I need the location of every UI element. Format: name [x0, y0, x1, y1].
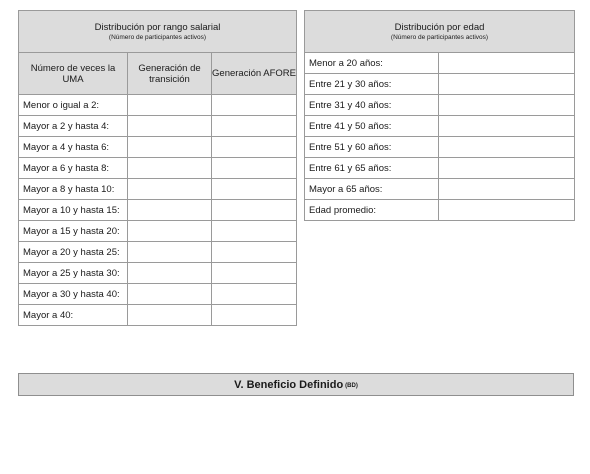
- age-row: [305, 137, 575, 158]
- salary-row: [19, 242, 297, 263]
- afore-value-cell[interactable]: [212, 137, 297, 158]
- afore-value-cell[interactable]: [212, 179, 297, 200]
- afore-value-cell[interactable]: [212, 263, 297, 284]
- salary-distribution-table: [18, 10, 297, 326]
- salary-row-label: Menor o igual a 2:: [19, 95, 128, 116]
- salary-row: [19, 284, 297, 305]
- age-row-label: Entre 31 y 40 años:: [305, 95, 439, 116]
- age-row-label: Entre 41 y 50 años:: [305, 116, 439, 137]
- age-row: [305, 116, 575, 137]
- age-row-label: Menor a 20 años:: [305, 53, 439, 74]
- transicion-value-cell[interactable]: [128, 200, 212, 221]
- age-row-label: Edad promedio:: [305, 200, 439, 221]
- transicion-value-cell[interactable]: [128, 179, 212, 200]
- salary-row-label: Mayor a 4 y hasta 6:: [19, 137, 128, 158]
- salary-table-title: Distribución por rango salarial: [94, 22, 221, 33]
- salary-table-subtitle: (Número de participantes activos): [108, 34, 207, 41]
- afore-value-cell[interactable]: [212, 242, 297, 263]
- transicion-value-cell[interactable]: [128, 158, 212, 179]
- afore-value-cell[interactable]: [212, 200, 297, 221]
- section-banner-beneficio-definido: [18, 373, 574, 396]
- salary-row-label: Mayor a 10 y hasta 15:: [19, 200, 128, 221]
- salary-row-label: Mayor a 20 y hasta 25:: [19, 242, 128, 263]
- salary-row: [19, 116, 297, 137]
- column-header-uma: Número de veces la UMA: [19, 53, 128, 95]
- salary-row: [19, 95, 297, 116]
- age-row: [305, 158, 575, 179]
- age-distribution-table: [304, 10, 575, 221]
- age-row: [305, 200, 575, 221]
- age-row: [305, 95, 575, 116]
- age-row-label: Mayor a 65 años:: [305, 179, 439, 200]
- salary-row-label: Mayor a 15 y hasta 20:: [19, 221, 128, 242]
- age-row: [305, 74, 575, 95]
- transicion-value-cell[interactable]: [128, 263, 212, 284]
- age-table-title: Distribución por edad: [394, 22, 485, 33]
- afore-value-cell[interactable]: [212, 116, 297, 137]
- age-row-label: Entre 51 y 60 años:: [305, 137, 439, 158]
- salary-row-label: Mayor a 30 y hasta 40:: [19, 284, 128, 305]
- transicion-value-cell[interactable]: [128, 221, 212, 242]
- column-header-afore: Generación AFORE: [212, 53, 297, 95]
- salary-row: [19, 200, 297, 221]
- age-row: [305, 53, 575, 74]
- age-value-cell[interactable]: [439, 200, 575, 221]
- afore-value-cell[interactable]: [212, 305, 297, 326]
- age-value-cell[interactable]: [439, 53, 575, 74]
- afore-value-cell[interactable]: [212, 158, 297, 179]
- salary-row: [19, 179, 297, 200]
- column-header-transicion: Generación de transición: [128, 53, 212, 95]
- afore-value-cell[interactable]: [212, 95, 297, 116]
- salary-row: [19, 263, 297, 284]
- section-abbreviation: (BD): [345, 382, 358, 389]
- age-table-subtitle: (Número de participantes activos): [390, 34, 489, 41]
- age-value-cell[interactable]: [439, 74, 575, 95]
- transicion-value-cell[interactable]: [128, 116, 212, 137]
- salary-row-label: Mayor a 8 y hasta 10:: [19, 179, 128, 200]
- transicion-value-cell[interactable]: [128, 137, 212, 158]
- salary-row-label: Mayor a 40:: [19, 305, 128, 326]
- section-title: V. Beneficio Definido: [234, 378, 344, 391]
- age-row: [305, 179, 575, 200]
- salary-row-label: Mayor a 6 y hasta 8:: [19, 158, 128, 179]
- transicion-value-cell[interactable]: [128, 242, 212, 263]
- salary-row: [19, 158, 297, 179]
- salary-row-label: Mayor a 2 y hasta 4:: [19, 116, 128, 137]
- afore-value-cell[interactable]: [212, 221, 297, 242]
- salary-table-header: [19, 11, 297, 53]
- transicion-value-cell[interactable]: [128, 284, 212, 305]
- age-value-cell[interactable]: [439, 95, 575, 116]
- salary-row: [19, 137, 297, 158]
- age-table-header: [305, 11, 575, 53]
- transicion-value-cell[interactable]: [128, 305, 212, 326]
- age-row-label: Entre 61 y 65 años:: [305, 158, 439, 179]
- transicion-value-cell[interactable]: [128, 95, 212, 116]
- age-value-cell[interactable]: [439, 179, 575, 200]
- age-row-label: Entre 21 y 30 años:: [305, 74, 439, 95]
- age-value-cell[interactable]: [439, 137, 575, 158]
- salary-row: [19, 221, 297, 242]
- salary-row: [19, 305, 297, 326]
- salary-row-label: Mayor a 25 y hasta 30:: [19, 263, 128, 284]
- afore-value-cell[interactable]: [212, 284, 297, 305]
- age-value-cell[interactable]: [439, 116, 575, 137]
- age-value-cell[interactable]: [439, 158, 575, 179]
